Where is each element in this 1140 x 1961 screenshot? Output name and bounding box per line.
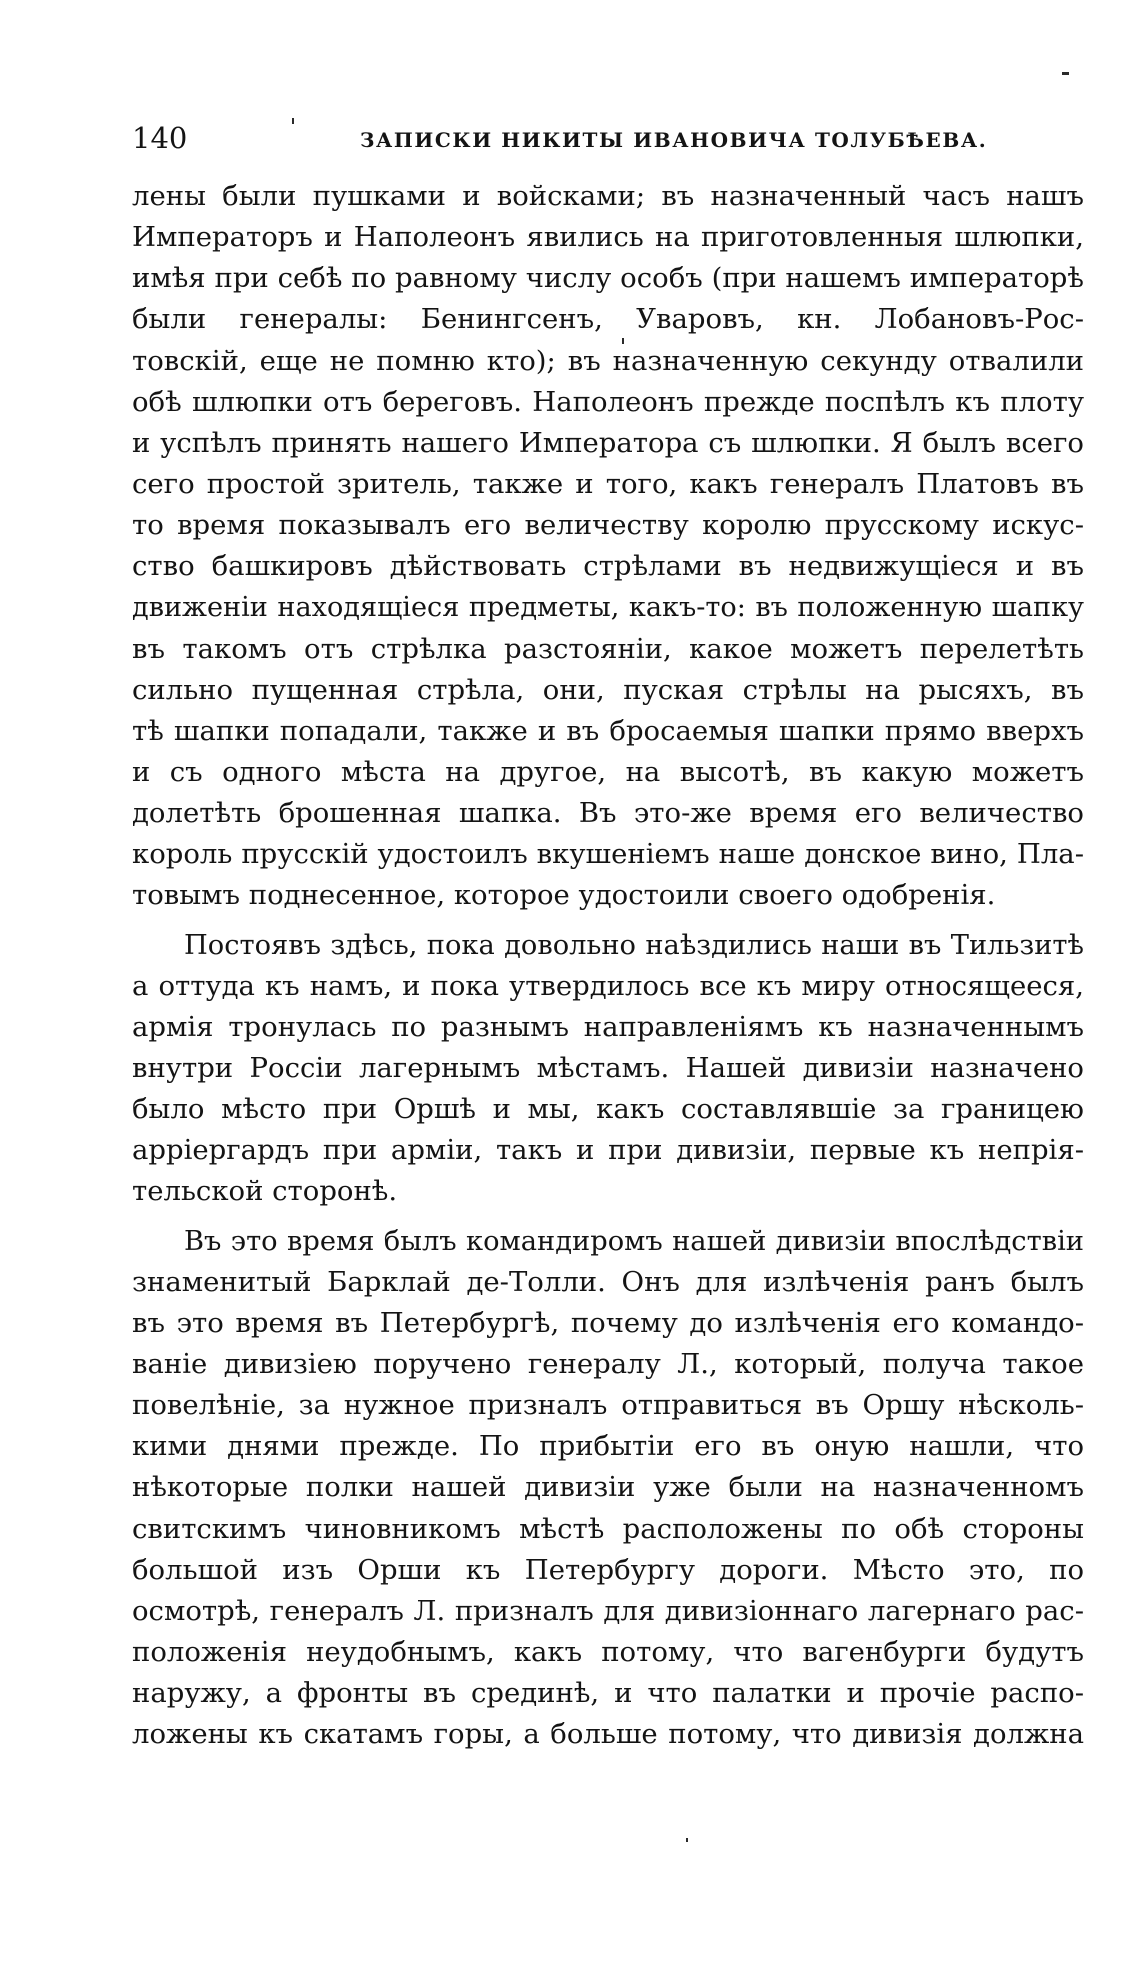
text-line: армія тронулась по разнымъ направленіямъ къ назначеннымъ [132,1010,1084,1043]
text-line: тѣ шапки попадали, также и въ бросаемыя шапки прямо вверхъ [132,714,1084,747]
text-line: Въ это время былъ командиромъ нашей дивизіи впослѣдствіи [184,1225,1084,1257]
paragraph [132,1221,1084,1756]
text-line: имѣя при себѣ по равному числу особъ (при нашемъ императорѣ [132,262,1084,295]
paragraph [132,925,1084,1213]
text-line: осмотрѣ, генералъ Л. призналъ для дивизіоннаго лагернаго рас- [132,1594,1084,1627]
text-line: Постоявъ здѣсь, пока довольно наѣздились наши въ Тильзитѣ [184,929,1084,961]
text-line: повелѣніе, за нужное призналъ отправиться въ Оршу нѣсколь- [132,1389,1084,1422]
text-line: обѣ шлюпки отъ береговъ. Наполеонъ прежде поспѣлъ къ плоту [132,385,1084,418]
text-line: лены были пушками и войсками; въ назначенный часъ нашъ [132,180,1084,212]
text-line: нѣкоторые полки нашей дивизіи уже были на назначенномъ [132,1471,1084,1504]
text-line: ство башкировъ дѣйствовать стрѣлами въ недвижущіеся и въ [132,550,1084,583]
text-line: знаменитый Барклай де-Толли. Онъ для излѣченія ранъ былъ [132,1265,1084,1298]
text-line: сего простой зритель, также и того, какъ генералъ Платовъ въ [132,467,1084,500]
page-number: 140 [132,121,188,155]
text-line: наружу, а фронты въ срединѣ, и что палатки и прочіе распо- [132,1677,1084,1710]
text-line: король прусскій удостоилъ вкушеніемъ наше донское вино, Пла- [132,838,1084,871]
text-line: тельской сторонѣ. [132,1175,398,1208]
text-line: положенія неудобнымъ, какъ потому, что вагенбурги будутъ [132,1635,1084,1668]
text-line: большой изъ Орши къ Петербургу дороги. Мѣсто это, по [132,1553,1084,1586]
text-line: ложены къ скатамъ горы, а больше потому, что дивизія должна [132,1718,1084,1751]
text-line: долетѣть брошенная шапка. Въ это-же время его величество [132,797,1084,830]
text-line: и успѣлъ принять нашего Императора съ шлюпки. Я былъ всего [132,426,1084,459]
print-speck [1062,72,1069,75]
text-line: сильно пущенная стрѣла, они, пуская стрѣлы на рысяхъ, въ [132,673,1084,706]
text-line: были генералы: Бенингсенъ, Уваровъ, кн. Лобановъ-Рос- [132,303,1084,336]
text-line: внутри Россіи лагернымъ мѣстамъ. Нашей дивизіи назначено [132,1051,1084,1084]
text-line: Императоръ и Наполеонъ явились на приготовленныя шлюпки, [132,221,1084,254]
text-line: ваніе дивизіею поручено генералу Л., который, получа такое [132,1347,1084,1380]
text-line: товымъ поднесенное, которое удостоили своего одобренія. [132,879,996,912]
text-line: товскій, еще не помню кто); въ назначенную секунду отвалили [132,344,1084,377]
text-line: движеніи находящіеся предметы, какъ-то: въ положенную шапку [132,592,1084,624]
text-line: и съ одного мѣста на другое, на высотѣ, въ какую можетъ [132,755,1084,788]
print-speck [686,1838,688,1842]
text-line: было мѣсто при Оршѣ и мы, какъ составлявшіе за границею [132,1093,1084,1126]
text-line: кими днями прежде. По прибытіи его въ оную нашли, что [132,1430,1084,1463]
paragraph [132,176,1084,917]
paragraph-gap [132,1213,1084,1221]
body-text [132,176,1084,1755]
text-line: въ это время въ Петербургѣ, почему до излѣченія его командо- [132,1306,1084,1339]
text-line: въ такомъ отъ стрѣлка разстояніи, какое можетъ перелетѣть [132,632,1084,665]
text-line: то время показывалъ его величеству королю прусскому искус- [132,509,1084,542]
text-line: свитскимъ чиновникомъ мѣстѣ расположены по обѣ стороны [132,1512,1084,1545]
paragraph-gap [132,917,1084,925]
text-line: арріергардъ при арміи, такъ и при дивизіи, первые къ непрія- [132,1134,1084,1167]
text-line: а оттуда къ намъ, и пока утвердилось все къ миру относящееся, [132,969,1084,1002]
running-title: ЗАПИСКИ НИКИТЫ ИВАНОВИЧА ТОЛУБѢЕВА. [360,128,988,152]
page-header [132,118,1084,158]
